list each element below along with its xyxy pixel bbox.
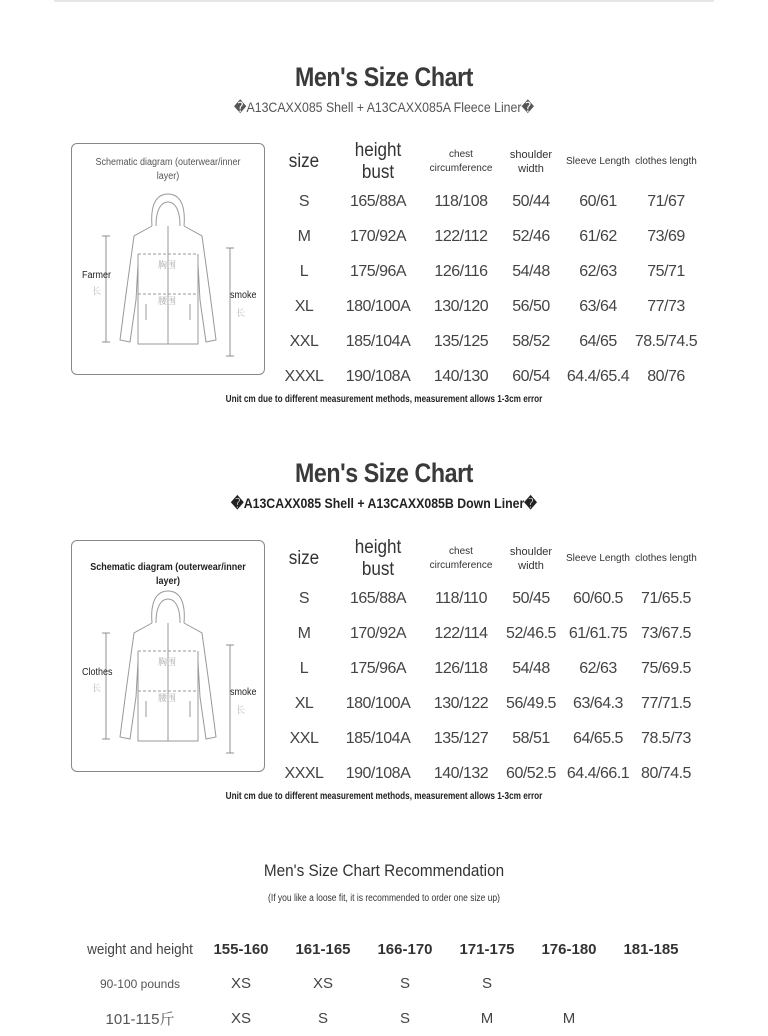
table-row (276, 686, 700, 721)
header-shoulder: shoulder width (509, 546, 553, 572)
table-cell: 56/50 (512, 297, 550, 315)
table-cell: 50/44 (512, 192, 550, 210)
header-chest: chest circumference (429, 546, 493, 571)
table-cell: L (299, 659, 309, 677)
recommendation-subtitle: (If you like a loose fit, it is recommended to order one size up) (268, 893, 500, 904)
table-cell: 64.4/66.1 (566, 764, 630, 782)
table-row (276, 651, 700, 686)
header-height-range: 181-185 (623, 940, 679, 958)
table-row (276, 324, 700, 359)
table-cell: 52/46 (512, 227, 550, 245)
table-cell: 71/67 (647, 192, 685, 210)
chart1-note: Unit cm due to different measurement methods, measurement allows 1-3cm error (225, 394, 543, 405)
table-cell: 190/108A (345, 764, 411, 782)
weight-cell: 90-100 pounds (99, 976, 181, 991)
table-row (276, 184, 700, 219)
diagram-label: Schematic diagram (outerwear/inner layer) (95, 157, 241, 182)
table-cell: 170/92A (349, 624, 407, 642)
table-cell (610, 1001, 692, 1036)
table-cell: XXL (289, 332, 319, 350)
table-header-row (80, 932, 692, 966)
svg-text:腰围: 腰围 (158, 297, 177, 307)
table-cell: 63/64 (579, 297, 617, 315)
table-cell: 58/51 (512, 729, 550, 747)
table-cell: 175/96A (349, 659, 407, 677)
jacket-sketch-icon (72, 541, 264, 771)
table-cell: 54/48 (512, 262, 550, 280)
table-cell: 78.5/74.5 (634, 332, 698, 350)
table-row (276, 254, 700, 289)
table-cell: 170/92A (349, 227, 407, 245)
table-cell: 118/108 (434, 192, 488, 210)
table-cell: 64/65.5 (573, 729, 623, 747)
top-divider (54, 0, 714, 2)
chart1-diagram (71, 143, 265, 375)
header-height-range: 176-180 (541, 940, 597, 958)
table-cell: 135/127 (433, 729, 489, 747)
header-height-bust: height bust (354, 537, 402, 580)
table-cell: 50/45 (512, 589, 550, 607)
table-cell: S (298, 192, 310, 210)
table-cell: L (299, 262, 309, 280)
table-cell: 122/114 (434, 624, 488, 642)
svg-text:长: 长 (236, 309, 246, 319)
table-cell: 77/71.5 (641, 694, 691, 712)
table-cell (528, 966, 610, 1001)
svg-text:长: 长 (236, 706, 246, 716)
svg-text:长: 长 (92, 287, 102, 297)
table-cell: M (297, 227, 311, 245)
table-cell: XS (230, 975, 251, 992)
header-size: size (288, 151, 320, 172)
table-row (80, 1001, 692, 1036)
table-row (276, 289, 700, 324)
table-cell: S (399, 975, 410, 992)
svg-text:腰围: 腰围 (158, 694, 177, 704)
table-cell: 118/110 (435, 589, 487, 607)
table-row (276, 219, 700, 254)
table-cell: XS (312, 975, 333, 992)
weight-cell: 101-115斤 (105, 1011, 175, 1028)
svg-text:长: 长 (92, 684, 102, 694)
table-row (276, 616, 700, 651)
chart2-diagram (71, 540, 265, 772)
chart1-subtitle: �A13CAXX085 Shell + A13CAXX085A Fleece Liner� (233, 99, 535, 115)
table-cell: XL (294, 694, 314, 712)
header-shoulder: shoulder width (509, 149, 553, 175)
header-sleeve: Sleeve Length (566, 156, 630, 167)
table-cell: 75/71 (647, 262, 685, 280)
table-cell: XL (294, 297, 314, 315)
table-row (80, 966, 692, 1001)
chart1-size-table (276, 140, 700, 394)
table-cell: 63/64.3 (573, 694, 623, 712)
table-row (276, 359, 700, 394)
table-cell: 130/120 (433, 297, 489, 315)
table-cell: 56/49.5 (506, 694, 556, 712)
chart2-size-table (276, 537, 700, 791)
table-row (276, 756, 700, 791)
table-cell: 185/104A (345, 729, 411, 747)
table-cell: 140/130 (433, 367, 489, 385)
chart1-title: Men's Size Chart (294, 62, 473, 92)
table-cell: 80/74.5 (641, 764, 691, 782)
diagram-right-label: smoke (230, 290, 257, 301)
table-header-row (276, 140, 700, 184)
diagram-left-label: Clothes (82, 667, 113, 678)
table-cell: 180/100A (345, 694, 411, 712)
table-cell: XXXL (284, 367, 324, 385)
table-cell: S (399, 1010, 410, 1027)
chart2-title: Men's Size Chart (294, 458, 473, 488)
table-cell: 77/73 (647, 297, 685, 315)
table-cell: 165/88A (349, 589, 407, 607)
table-cell: 52/46.5 (506, 624, 556, 642)
recommendation-table (80, 932, 692, 1036)
table-cell: 180/100A (345, 297, 411, 315)
table-row (276, 721, 700, 756)
table-cell: 64/65 (579, 332, 617, 350)
table-cell: 54/48 (512, 659, 550, 677)
table-cell: 80/76 (647, 367, 685, 385)
table-cell: 60/52.5 (506, 764, 556, 782)
diagram-left-label: Farmer (82, 270, 112, 281)
diagram-label: Schematic diagram (outerwear/inner layer) (90, 562, 246, 587)
table-cell: 73/69 (647, 227, 685, 245)
diagram-right-label: smoke (230, 687, 257, 698)
header-size: size (288, 548, 320, 569)
table-cell: S (481, 975, 492, 992)
table-cell: 126/116 (434, 262, 488, 280)
table-cell: 130/122 (433, 694, 489, 712)
table-cell: 75/69.5 (641, 659, 691, 677)
table-cell: 62/63 (579, 659, 617, 677)
header-height-bust: height bust (354, 140, 402, 183)
table-cell: 140/132 (433, 764, 489, 782)
table-cell: 62/63 (579, 262, 617, 280)
table-row (276, 581, 700, 616)
header-sleeve: Sleeve Length (566, 553, 630, 564)
table-cell: 64.4/65.4 (566, 367, 630, 385)
table-cell: 60/60.5 (573, 589, 623, 607)
header-height-range: 171-175 (459, 940, 515, 958)
table-cell: 71/65.5 (641, 589, 691, 607)
table-cell: XS (230, 1010, 251, 1027)
table-cell: 60/54 (512, 367, 550, 385)
jacket-sketch-icon (72, 144, 264, 374)
header-height-range: 166-170 (377, 940, 433, 958)
header-clothes-length: clothes length (635, 553, 697, 564)
table-cell: 78.5/73 (641, 729, 691, 747)
svg-text:胸围: 胸围 (158, 658, 177, 668)
table-cell: 135/125 (433, 332, 489, 350)
chart2-subtitle: �A13CAXX085 Shell + A13CAXX085B Down Liner� (231, 495, 537, 511)
table-cell: XXL (289, 729, 319, 747)
header-weight-height: weight and height (87, 940, 193, 958)
recommendation-title: Men's Size Chart Recommendation (263, 861, 505, 880)
header-height-range: 155-160 (213, 940, 269, 958)
table-cell: S (298, 589, 310, 607)
table-header-row (276, 537, 700, 581)
table-cell: 126/118 (434, 659, 488, 677)
table-cell: M (297, 624, 311, 642)
header-clothes-length: clothes length (635, 156, 697, 167)
table-cell: 175/96A (349, 262, 407, 280)
svg-text:胸围: 胸围 (158, 261, 177, 271)
chart2-note: Unit cm due to different measurement methods, measurement allows 1-3cm error (225, 791, 543, 802)
table-cell: 61/62 (579, 227, 617, 245)
table-cell: 190/108A (345, 367, 411, 385)
table-cell: 58/52 (512, 332, 550, 350)
table-cell: M (562, 1010, 576, 1027)
table-cell: 122/112 (434, 227, 488, 245)
table-cell: 60/61 (579, 192, 617, 210)
table-cell: 61/61.75 (568, 624, 628, 642)
table-cell: XXXL (284, 764, 324, 782)
table-cell: 73/67.5 (641, 624, 691, 642)
table-cell: M (480, 1010, 494, 1027)
header-height-range: 161-165 (295, 940, 351, 958)
table-cell (610, 966, 692, 1001)
table-cell: 165/88A (349, 192, 407, 210)
header-chest: chest circumference (429, 149, 493, 174)
table-cell: 185/104A (345, 332, 411, 350)
table-cell: S (317, 1010, 328, 1027)
